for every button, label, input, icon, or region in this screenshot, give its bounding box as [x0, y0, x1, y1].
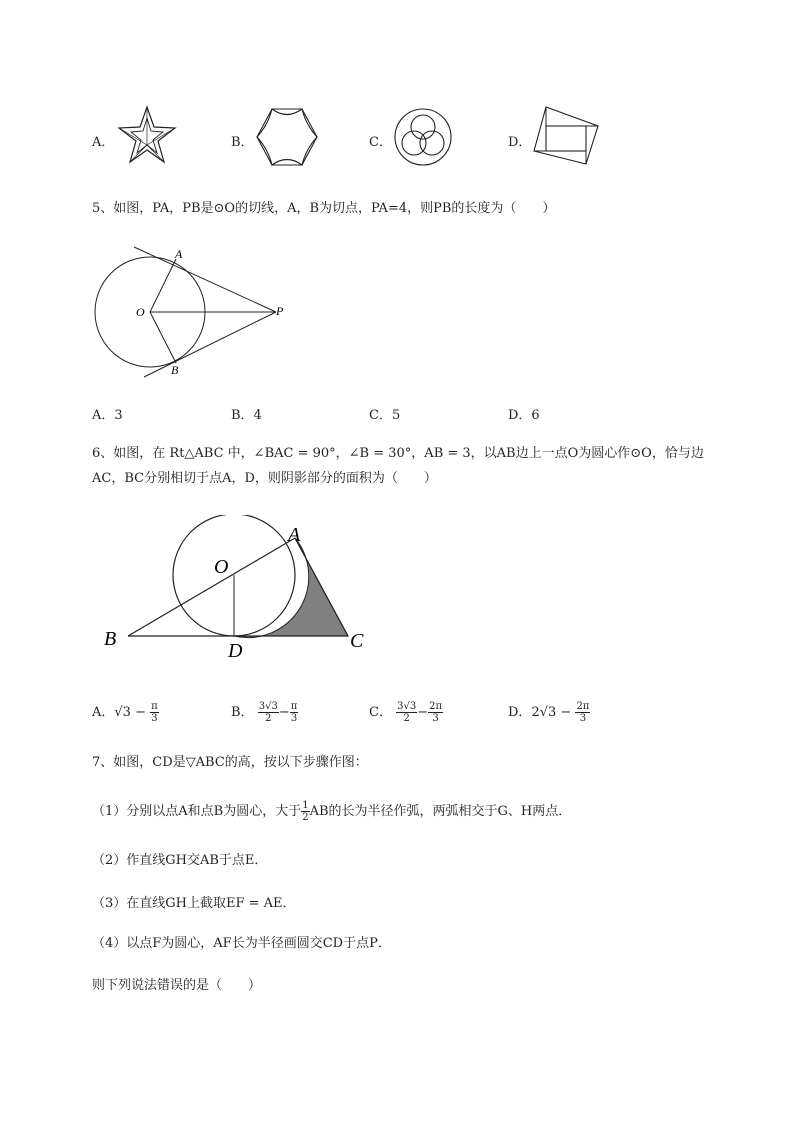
q7-step3: （3）在直线GH上截取EF = AE．: [92, 896, 296, 911]
q5-label-a: A: [175, 247, 183, 261]
q7-stem: 7、如图，CD是▽ABC的高，按以下步骤作图：: [92, 755, 368, 770]
q5-option-b: B．4: [231, 408, 262, 423]
q5-stem: 5、如图，PA，PB是⊙O的切线，A，B为切点，PA=4，则PB的长度为（ ）: [92, 201, 556, 216]
star-icon: [114, 104, 180, 170]
q6-label-c: C: [350, 630, 364, 652]
q5-option-a: A．3: [92, 408, 123, 423]
q6-label-o: O: [214, 556, 229, 578]
q5-tangent-figure: [90, 238, 300, 380]
q6-option-c: C． $\frac{3√3}{2}$ − $\frac{2\pi}{3}$: [369, 701, 443, 724]
q5-label-p: P: [276, 304, 284, 318]
nested-squares-icon: [530, 104, 602, 168]
q7-step4: （4）以点F为圆心，AF长为半径画圆交CD于点P．: [92, 936, 391, 951]
q5-label-b: B: [171, 363, 179, 377]
q6-label-a: A: [288, 524, 301, 546]
q6-triangle-figure: [98, 515, 378, 665]
q4-option-c-label: C．: [369, 135, 392, 150]
three-circles-icon: [392, 106, 454, 168]
q6-stem-line2: AC，BC分别相切于点A，D，则阴影部分的面积为（ ）: [92, 471, 437, 486]
hexagon-arcs-icon: [254, 106, 320, 168]
q4-option-d-label: D．: [508, 135, 532, 150]
q7-step1: （1）分别以点A和点B为圆心，大于 $\frac{1}{2}$ AB的长为半径作弧，两弧相交于G、H两点．: [92, 800, 572, 823]
q5-option-d: D．6: [508, 408, 540, 423]
q4-option-a-label: A．: [92, 135, 115, 150]
q5-option-c: C．5: [369, 408, 401, 423]
q6-option-d: D．2√3 − $\frac{2\pi}{3}$: [508, 701, 590, 724]
q6-option-a: A．√3 − $\frac{\pi}{3}$: [92, 701, 158, 724]
q4-option-b-label: B．: [231, 135, 254, 150]
q6-label-b: B: [104, 628, 117, 650]
q7-question: 则下列说法错误的是（ ）: [92, 978, 262, 993]
q6-option-b: B． $\frac{3√3}{2}$ − $\frac{\pi}{3}$: [231, 701, 298, 724]
q6-label-d: D: [228, 640, 243, 662]
q5-label-o: O: [136, 305, 145, 319]
q7-step2: （2）作直线GH交AB于点E．: [92, 853, 268, 868]
q6-stem-line1: 6、如图，在 Rt△ABC 中，∠BAC = 90°，∠B = 30°，AB = 3，以AB边上一点O为圆心作⊙O，恰与边: [92, 446, 704, 461]
